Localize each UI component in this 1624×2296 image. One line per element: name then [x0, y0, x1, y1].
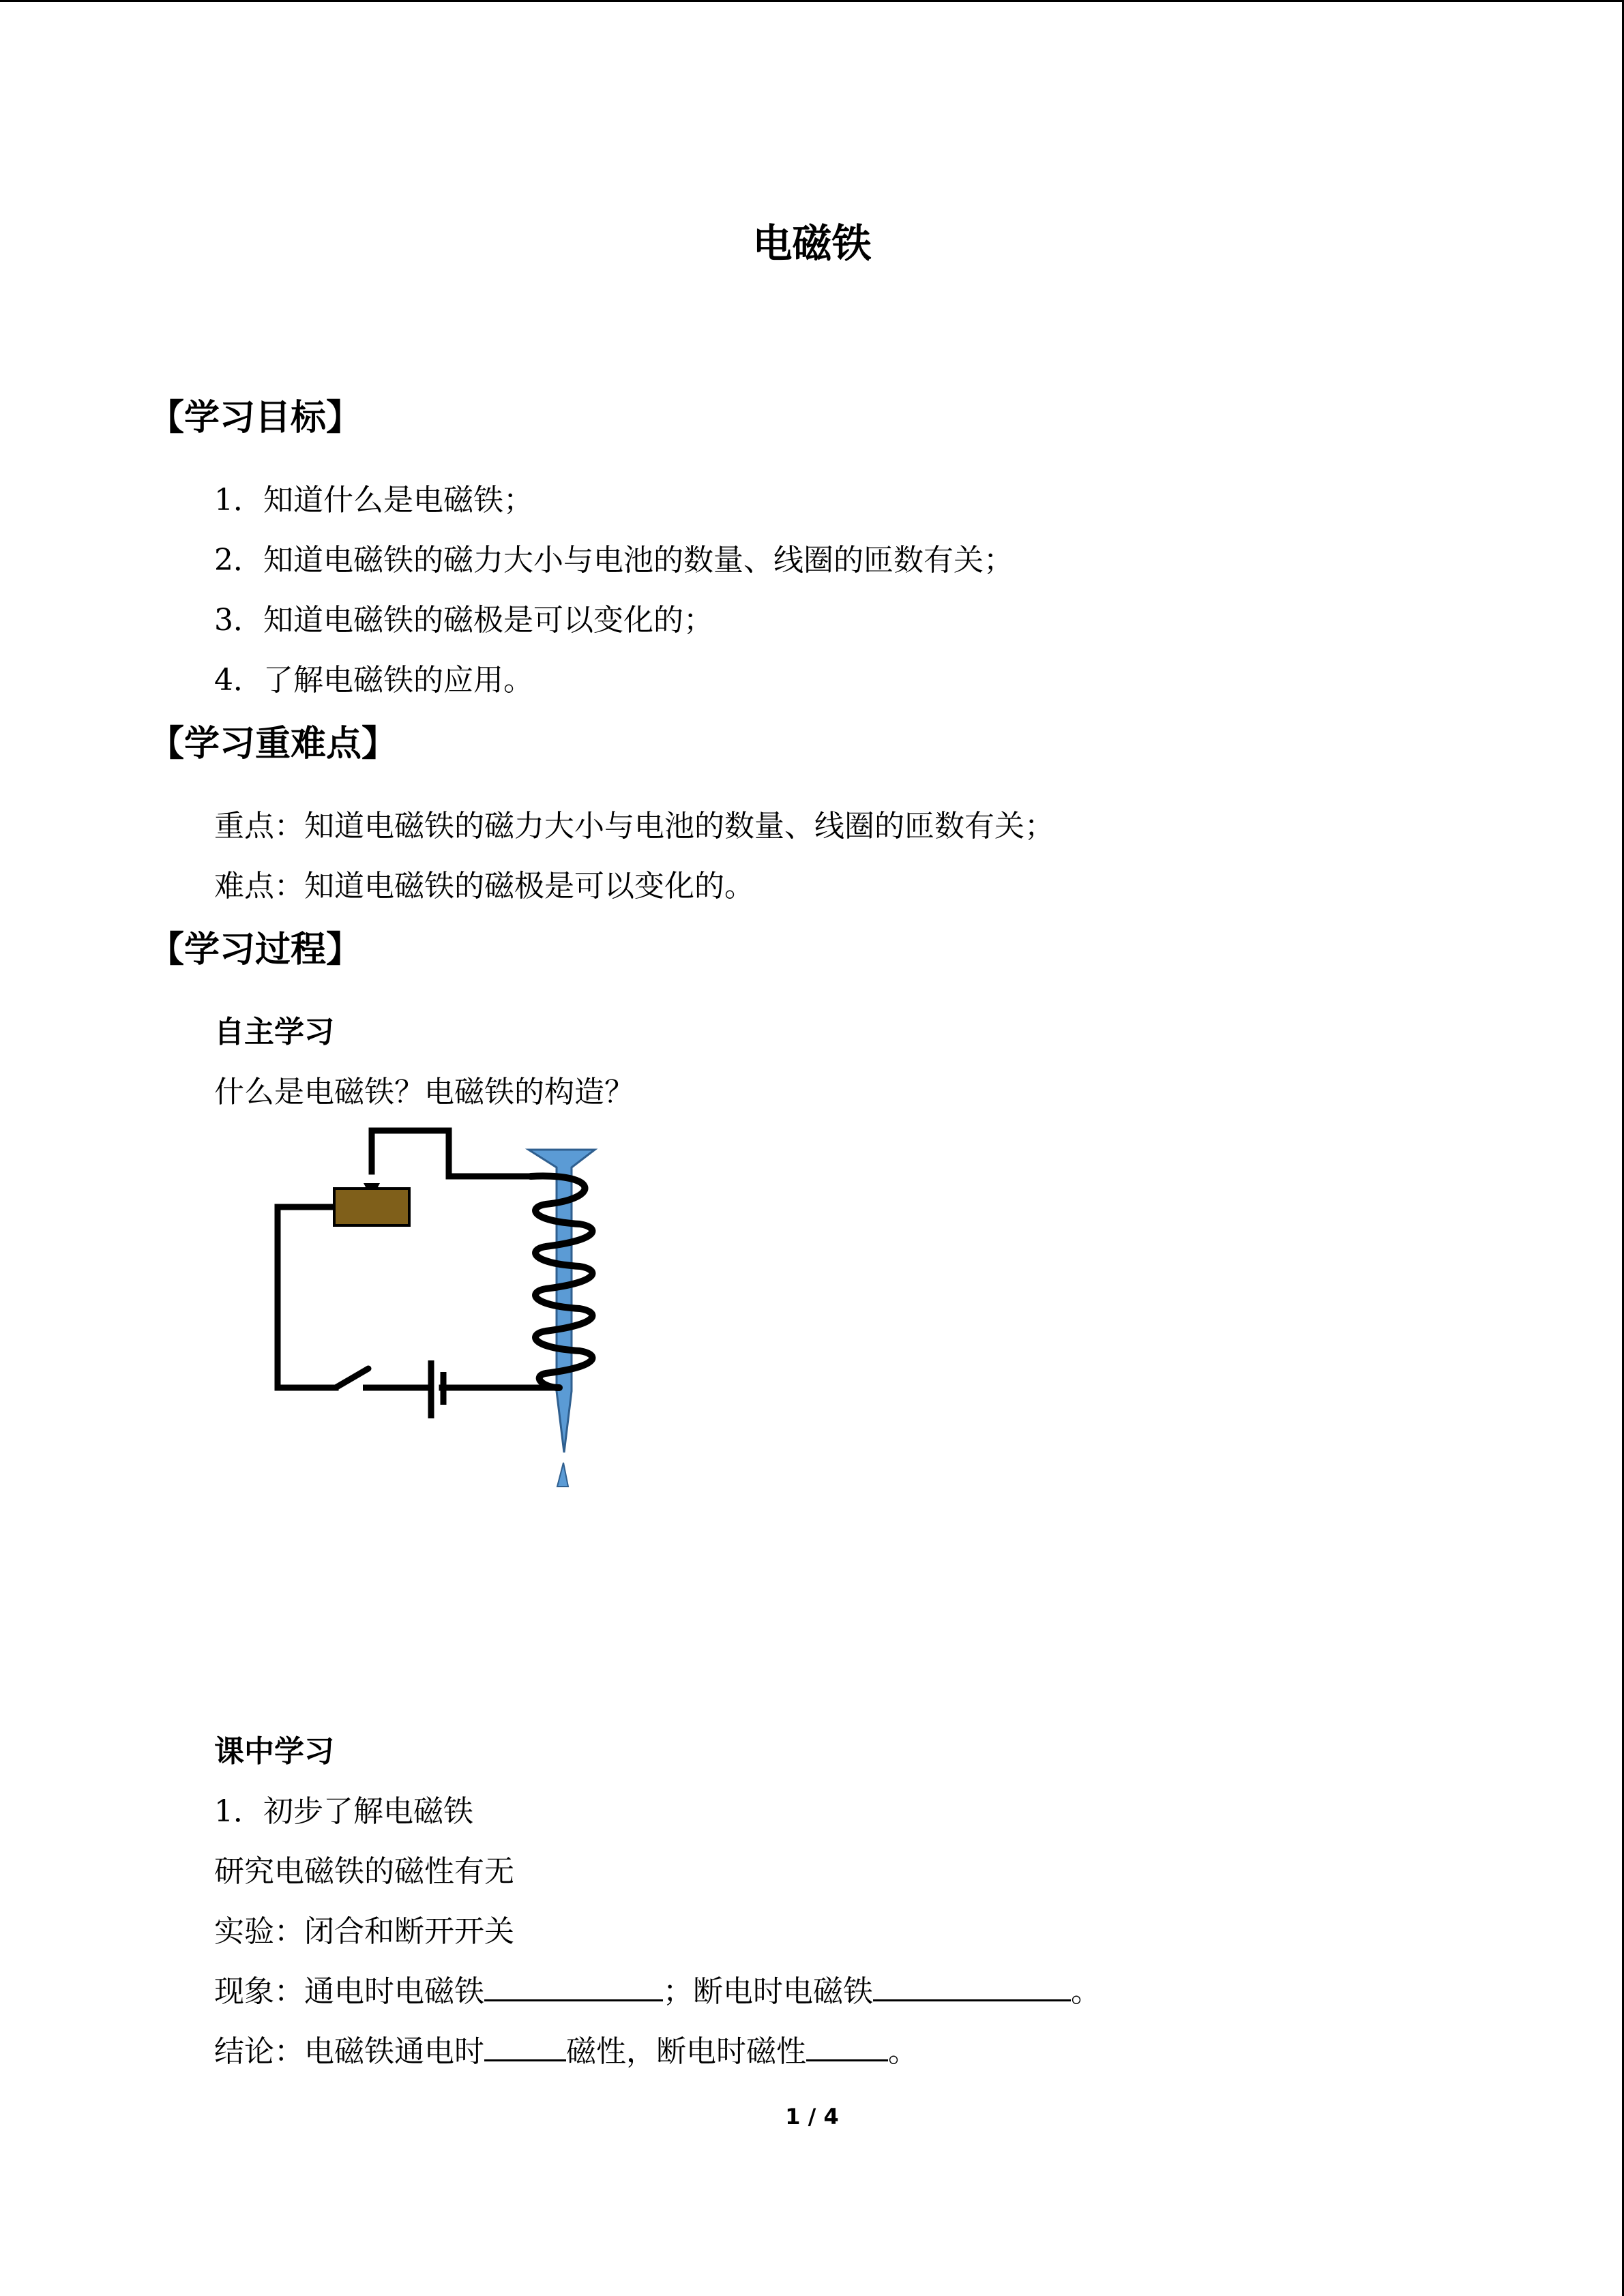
page-title: 电磁铁	[752, 220, 872, 267]
section-heading-key-points: 【学习重难点】	[149, 724, 398, 764]
section-heading-goals: 【学习目标】	[149, 398, 362, 438]
phenomenon-suffix: 。	[1071, 1974, 1101, 2009]
phenomenon-blank-off[interactable]	[873, 1969, 1071, 2001]
nail-tip	[557, 1463, 568, 1487]
goal-item-4: 4．了解电磁铁的应用。	[214, 663, 533, 698]
subheading-class-study: 课中学习	[214, 1734, 334, 1769]
self-study-question: 什么是电磁铁？电磁铁的构造？	[214, 1075, 634, 1109]
conclusion-line	[214, 2027, 918, 2070]
difficult-point-item: 难点：知道电磁铁的磁极是可以变化的。	[214, 869, 754, 904]
wire-top	[372, 1131, 531, 1176]
section-heading-process: 【学习过程】	[149, 929, 362, 970]
class-study-line-2: 研究电磁铁的磁性有无	[214, 1854, 514, 1889]
phenomenon-line	[214, 1967, 1101, 2010]
electromagnet-circuit-diagram	[259, 1118, 614, 1514]
key-point-item: 重点：知道电磁铁的磁力大小与电池的数量、线圈的匝数有关；	[214, 809, 1054, 844]
rheostat	[334, 1189, 409, 1225]
wire-left	[278, 1207, 336, 1388]
phenomenon-middle: ；断电时电磁铁	[663, 1974, 873, 2009]
phenomenon-blank-on[interactable]	[484, 1969, 663, 2001]
top-border	[0, 0, 1624, 2]
conclusion-middle: 磁性，断电时磁性	[566, 2034, 806, 2069]
conclusion-blank-off[interactable]	[806, 2029, 888, 2061]
class-study-line-1: 1．初步了解电磁铁	[214, 1794, 473, 1829]
goal-item-2: 2．知道电磁铁的磁力大小与电池的数量、线圈的匝数有关；	[214, 543, 1014, 578]
page-number: 1 / 4	[785, 2104, 839, 2130]
conclusion-prefix: 结论：电磁铁通电时	[214, 2034, 484, 2069]
goal-item-3: 3．知道电磁铁的磁极是可以变化的；	[214, 603, 713, 638]
goal-item-1: 1．知道什么是电磁铁；	[214, 483, 533, 518]
conclusion-blank-on[interactable]	[484, 2029, 566, 2061]
conclusion-suffix: 。	[888, 2034, 918, 2069]
class-study-line-3: 实验：闭合和断开开关	[214, 1914, 514, 1949]
phenomenon-prefix: 现象：通电时电磁铁	[214, 1974, 484, 2009]
subheading-self-study: 自主学习	[214, 1015, 334, 1049]
